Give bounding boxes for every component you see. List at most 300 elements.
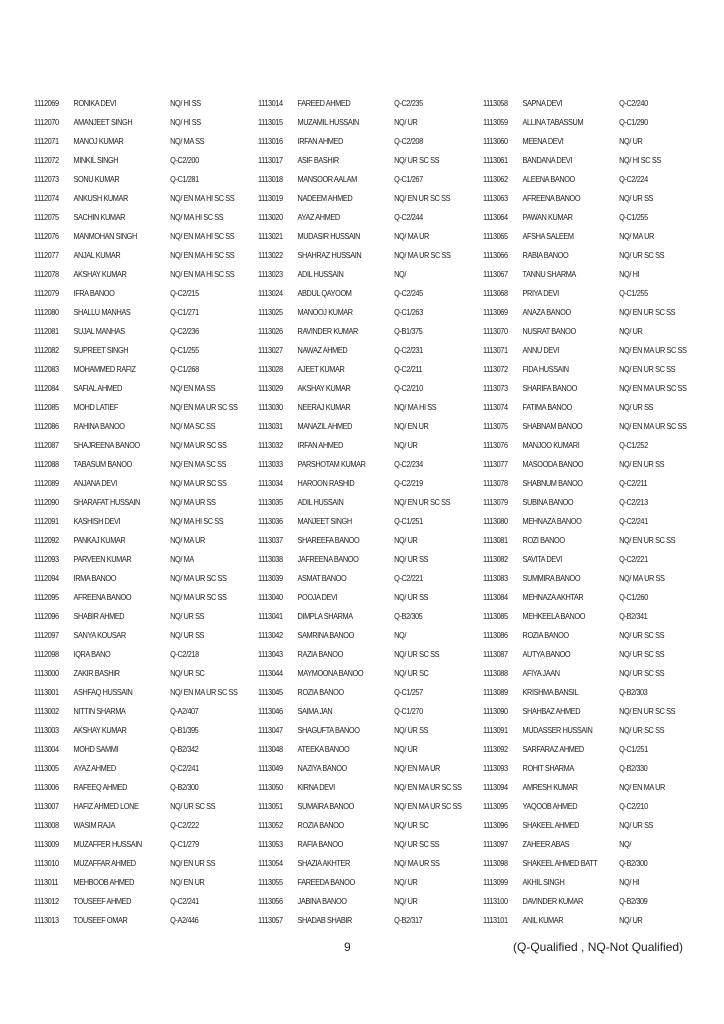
candidate-name: MEENA DEVI: [522, 137, 564, 146]
result-status: NQ/ EN UR SC SS: [394, 498, 451, 507]
roll-number: 1113039: [258, 574, 283, 583]
roll-number: 1113005: [34, 764, 59, 773]
result-status: NQ/ HI: [619, 270, 640, 279]
candidate-name: ANJAL KUMAR: [73, 251, 121, 260]
candidate-name: MANOJ KUMAR: [73, 137, 124, 146]
candidate-name: SAIMA JAN: [297, 707, 333, 716]
candidate-name: SAMRINA BANOO: [297, 631, 354, 640]
roll-number: 1113023: [258, 270, 283, 279]
candidate-name: MOHD LATIEF: [73, 403, 118, 412]
candidate-name: AKHIL SINGH: [522, 878, 565, 887]
roll-number: 1112084: [34, 384, 59, 393]
roll-number: 1113033: [258, 460, 283, 469]
result-status: Q-B2/300: [170, 783, 199, 792]
roll-number: 1113032: [258, 441, 283, 450]
result-status: NQ/ MA UR SC SS: [170, 574, 227, 583]
result-status: NQ/ UR SS: [619, 821, 654, 830]
candidate-name: ROZIA BANOO: [522, 631, 569, 640]
result-status: NQ/ MA HI SS: [394, 403, 437, 412]
roll-number: 1113002: [34, 707, 59, 716]
result-status: NQ/ EN MA HI SC SS: [170, 194, 235, 203]
roll-number: 1113101: [483, 916, 508, 925]
result-status: NQ/: [394, 631, 407, 640]
result-status: NQ/ EN MA UR SC SS: [619, 384, 687, 393]
roll-number: 1113062: [483, 175, 508, 184]
result-status: Q-C2/200: [170, 156, 199, 165]
candidate-name: AYAZ AHMED: [73, 764, 116, 773]
result-status: NQ/ UR: [394, 536, 418, 545]
result-status: NQ/ HI SS: [170, 99, 201, 108]
roll-number: 1113042: [258, 631, 283, 640]
roll-number: 1113063: [483, 194, 508, 203]
roll-number: 1113049: [258, 764, 283, 773]
roll-number: 1113096: [483, 821, 508, 830]
roll-number: 1113035: [258, 498, 283, 507]
result-status: Q-C1/255: [619, 289, 648, 298]
candidate-name: SUPREET SINGH: [73, 346, 129, 355]
result-status: NQ/ UR SS: [394, 726, 429, 735]
roll-number: 1113070: [483, 327, 508, 336]
candidate-name: MUDASSER HUSSAIN: [522, 726, 593, 735]
candidate-name: MANJEET SINGH: [297, 517, 352, 526]
candidate-name: HAROON RASHID: [297, 479, 355, 488]
candidate-name: PRIYA DEVI: [522, 289, 559, 298]
result-status: Q-C2/210: [394, 384, 423, 393]
candidate-name: RAFEEQ AHMED: [73, 783, 128, 792]
result-status: Q-C2/218: [170, 650, 199, 659]
candidate-name: IFRA BANOO: [73, 289, 115, 298]
roll-number: 1113009: [34, 840, 59, 849]
result-status: NQ/: [394, 270, 407, 279]
result-status: Q-C2/211: [619, 479, 648, 488]
candidate-name: AJEET KUMAR: [297, 365, 345, 374]
candidate-name: SHAHRAZ HUSSAIN: [297, 251, 362, 260]
candidate-name: MUZAFFAR AHMED: [73, 859, 136, 868]
result-status: NQ/ UR SS: [619, 194, 654, 203]
candidate-name: SAFIAL AHMED: [73, 384, 122, 393]
candidate-name: MANOOJ KUMAR: [297, 308, 353, 317]
roll-number: 1113084: [483, 593, 508, 602]
result-status: Q-B2/303: [619, 688, 648, 697]
roll-number: 1113047: [258, 726, 283, 735]
result-status: NQ/ UR: [394, 745, 418, 754]
candidate-name: NAZIYA BANOO: [297, 764, 347, 773]
candidate-name: MEHBOOB AHMED: [73, 878, 135, 887]
result-status: Q-B2/341: [619, 612, 648, 621]
result-status: NQ/ MA UR: [619, 232, 654, 241]
candidate-name: ROHIT SHARMA: [522, 764, 574, 773]
result-status: Q-B2/317: [394, 916, 423, 925]
roll-number: 1112077: [34, 251, 59, 260]
candidate-name: MOHAMMED RAFIZ: [73, 365, 136, 374]
roll-number: 1113012: [34, 897, 59, 906]
candidate-name: SHAJREENA BANOO: [73, 441, 140, 450]
candidate-name: MUZAFFER HUSSAIN: [73, 840, 142, 849]
candidate-name: KRISHMA BANSIL: [522, 688, 579, 697]
candidate-name: ANJANA DEVI: [73, 479, 117, 488]
roll-number: 1113027: [258, 346, 283, 355]
roll-number: 1112085: [34, 403, 59, 412]
result-status: Q-C2/241: [170, 897, 199, 906]
page-number: 9: [344, 940, 351, 954]
result-status: Q-C1/290: [619, 118, 648, 127]
candidate-name: PAWAN KUMAR: [522, 213, 573, 222]
result-status: Q-C1/251: [394, 517, 423, 526]
roll-number: 1113083: [483, 574, 508, 583]
result-status: NQ/ UR SS: [170, 631, 205, 640]
roll-number: 1113089: [483, 688, 508, 697]
result-status: NQ/: [619, 840, 632, 849]
roll-number: 1113068: [483, 289, 508, 298]
roll-number: 1113066: [483, 251, 508, 260]
candidate-name: HAFIZ AHMED LONE: [73, 802, 139, 811]
result-status: Q-C2/210: [619, 802, 648, 811]
roll-number: 1113036: [258, 517, 283, 526]
result-status: Q-C2/234: [394, 460, 423, 469]
result-status: NQ/ MA HI SC SS: [170, 517, 224, 526]
candidate-name: IQRA BANO: [73, 650, 111, 659]
result-status: NQ/ HI SC SS: [619, 156, 661, 165]
candidate-name: SHABNUM BANOO: [522, 479, 583, 488]
result-status: NQ/ EN UR SS: [619, 460, 665, 469]
candidate-name: AMANJEET SINGH: [73, 118, 133, 127]
roll-number: 1113000: [34, 669, 59, 678]
result-status: NQ/ MA UR SS: [170, 498, 216, 507]
candidate-name: TOUSEEF AHMED: [73, 897, 132, 906]
result-status: NQ/ EN MA UR SC SS: [170, 403, 238, 412]
candidate-name: ROZIA BANOO: [297, 688, 344, 697]
candidate-name: JAFREENA BANOO: [297, 555, 359, 564]
roll-number: 1113013: [34, 916, 59, 925]
result-status: NQ/ MA: [170, 555, 194, 564]
result-status: Q-A2/446: [170, 916, 199, 925]
candidate-name: SHARAFAT HUSSAIN: [73, 498, 140, 507]
candidate-name: SHARIFA BANOO: [522, 384, 577, 393]
result-status: NQ/ MA UR SS: [619, 574, 665, 583]
roll-number: 1113099: [483, 878, 508, 887]
roll-number: 1113029: [258, 384, 283, 393]
candidate-name: DAVINDER KUMAR: [522, 897, 583, 906]
candidate-name: ROZIA BANOO: [297, 821, 344, 830]
roll-number: 1113003: [34, 726, 59, 735]
roll-number: 1113058: [483, 99, 508, 108]
candidate-name: NEERAJ KUMAR: [297, 403, 351, 412]
result-status: Q-C1/281: [170, 175, 199, 184]
candidate-name: ANNU DEVI: [522, 346, 559, 355]
result-status: Q-C2/213: [619, 498, 648, 507]
candidate-name: ATEEKA BANOO: [297, 745, 350, 754]
candidate-name: ALEENA BANOO: [522, 175, 575, 184]
candidate-name: MOHD SAMMI: [73, 745, 119, 754]
result-status: NQ/ UR SC SS: [619, 650, 665, 659]
roll-number: 1112087: [34, 441, 59, 450]
result-status: NQ/ UR SC: [394, 821, 429, 830]
result-status: NQ/ MA UR SC SS: [170, 479, 227, 488]
roll-number: 1113011: [34, 878, 59, 887]
candidate-name: KASHISH DEVI: [73, 517, 121, 526]
result-status: NQ/ UR: [394, 441, 418, 450]
result-status: Q-C2/211: [394, 365, 423, 374]
roll-number: 1113043: [258, 650, 283, 659]
roll-number: 1113072: [483, 365, 508, 374]
roll-number: 1113054: [258, 859, 283, 868]
roll-number: 1113037: [258, 536, 283, 545]
candidate-name: ADIL HUSSAIN: [297, 270, 344, 279]
candidate-name: ASMAT BANOO: [297, 574, 347, 583]
candidate-name: FATIMA BANOO: [522, 403, 572, 412]
roll-number: 1113051: [258, 802, 283, 811]
roll-number: 1113088: [483, 669, 508, 678]
result-status: NQ/ MA UR: [170, 536, 205, 545]
roll-number: 1113045: [258, 688, 283, 697]
candidate-name: ABDUL QAYOOM: [297, 289, 352, 298]
roll-number: 1112095: [34, 593, 59, 602]
result-status: Q-C1/255: [170, 346, 199, 355]
result-status: NQ/ EN UR SC SS: [619, 707, 676, 716]
candidate-name: AUTYA BANOO: [522, 650, 571, 659]
result-status: Q-A2/407: [170, 707, 199, 716]
candidate-name: IRFAN AHMED: [297, 441, 343, 450]
result-status: NQ/ EN UR SC SS: [619, 536, 676, 545]
result-status: Q-C1/257: [394, 688, 423, 697]
candidate-name: RAHINA BANOO: [73, 422, 125, 431]
roll-number: 1113075: [483, 422, 508, 431]
candidate-name: BANDANA DEVI: [522, 156, 572, 165]
roll-number: 1113087: [483, 650, 508, 659]
result-status: Q-C2/224: [619, 175, 648, 184]
candidate-name: DIMPLA SHARMA: [297, 612, 353, 621]
candidate-name: MANAZIL AHMED: [297, 422, 353, 431]
candidate-name: FAREED AHMED: [297, 99, 351, 108]
roll-number: 1112092: [34, 536, 59, 545]
candidate-name: FIDA HUSSAIN: [522, 365, 569, 374]
result-status: NQ/ UR SC SS: [619, 726, 665, 735]
roll-number: 1113091: [483, 726, 508, 735]
candidate-name: AFREENA BANOO: [522, 194, 581, 203]
result-status: Q-C2/221: [394, 574, 423, 583]
roll-number: 1113069: [483, 308, 508, 317]
candidate-name: TOUSEEF OMAR: [73, 916, 128, 925]
candidate-name: ANKUSH KUMAR: [73, 194, 128, 203]
roll-number: 1112097: [34, 631, 59, 640]
result-status: NQ/ HI SS: [170, 118, 201, 127]
roll-number: 1112075: [34, 213, 59, 222]
result-status: NQ/ EN MA UR SC SS: [619, 346, 687, 355]
candidate-name: SONU KUMAR: [73, 175, 120, 184]
roll-number: 1113093: [483, 764, 508, 773]
candidate-name: MAYMOONA BANOO: [297, 669, 364, 678]
candidate-name: ALLINA TABASSUM: [522, 118, 584, 127]
candidate-name: SHAKEEL AHMED: [522, 821, 580, 830]
result-status: NQ/ EN UR SC SS: [394, 194, 451, 203]
result-status: Q-C1/268: [170, 365, 199, 374]
candidate-name: SAVITA DEVI: [522, 555, 562, 564]
roll-number: 1113046: [258, 707, 283, 716]
candidate-name: ANIL KUMAR: [522, 916, 564, 925]
result-status: NQ/ EN MA HI SC SS: [170, 251, 235, 260]
roll-number: 1113092: [483, 745, 508, 754]
roll-number: 1113010: [34, 859, 59, 868]
result-status: NQ/ UR: [394, 118, 418, 127]
result-status: Q-C1/251: [619, 745, 648, 754]
candidate-name: ZAHEER ABAS: [522, 840, 570, 849]
roll-number: 1113098: [483, 859, 508, 868]
result-status: NQ/ EN MA HI SC SS: [170, 270, 235, 279]
roll-number: 1113056: [258, 897, 283, 906]
roll-number: 1113021: [258, 232, 283, 241]
roll-number: 1113001: [34, 688, 59, 697]
result-status: Q-B2/330: [619, 764, 648, 773]
roll-number: 1113071: [483, 346, 508, 355]
roll-number: 1113080: [483, 517, 508, 526]
result-status: NQ/ UR: [619, 137, 643, 146]
result-status: NQ/ UR SS: [394, 593, 429, 602]
candidate-name: AMRESH KUMAR: [522, 783, 578, 792]
candidate-name: KIRNA DEVI: [297, 783, 335, 792]
roll-number: 1113086: [483, 631, 508, 640]
roll-number: 1113022: [258, 251, 283, 260]
roll-number: 1112078: [34, 270, 59, 279]
qualification-legend: (Q-Qualified , NQ-Not Qualified): [513, 940, 684, 954]
result-status: NQ/ EN UR: [394, 422, 429, 431]
result-status: Q-C2/221: [619, 555, 648, 564]
candidate-name: PARSHOTAM KUMAR: [297, 460, 366, 469]
candidate-name: MUZAMIL HUSSAIN: [297, 118, 359, 127]
result-status: Q-B1/375: [394, 327, 423, 336]
roll-number: 1113007: [34, 802, 59, 811]
result-status: Q-C2/222: [170, 821, 199, 830]
result-status: NQ/ EN MA SC SS: [170, 460, 227, 469]
roll-number: 1113078: [483, 479, 508, 488]
candidate-name: MUDASIR HUSSAIN: [297, 232, 361, 241]
roll-number: 1113006: [34, 783, 59, 792]
candidate-name: SAPNA DEVI: [522, 99, 563, 108]
result-status: NQ/ MA HI SC SS: [170, 213, 224, 222]
result-status: NQ/ EN MA UR SC SS: [619, 422, 687, 431]
candidate-name: TANNU SHARMA: [522, 270, 576, 279]
result-status: NQ/ UR SC SS: [619, 251, 665, 260]
result-status: Q-B1/395: [170, 726, 199, 735]
roll-number: 1113034: [258, 479, 283, 488]
roll-number: 1113095: [483, 802, 508, 811]
candidate-name: NUSRAT BANOO: [522, 327, 576, 336]
result-status: NQ/ UR SS: [619, 403, 654, 412]
roll-number: 1112089: [34, 479, 59, 488]
result-status: Q-C2/241: [170, 764, 199, 773]
result-status: Q-C2/244: [394, 213, 423, 222]
roll-number: 1113024: [258, 289, 283, 298]
roll-number: 1112082: [34, 346, 59, 355]
candidate-name: AKSHAY KUMAR: [73, 726, 127, 735]
candidate-name: IRFAN AHMED: [297, 137, 343, 146]
candidate-name: SACHIN KUMAR: [73, 213, 126, 222]
candidate-name: ASIF BASHIR: [297, 156, 339, 165]
roll-number: 1113025: [258, 308, 283, 317]
roll-number: 1112083: [34, 365, 59, 374]
result-status: NQ/ UR: [619, 327, 643, 336]
result-status: Q-C2/236: [170, 327, 199, 336]
roll-number: 1112080: [34, 308, 59, 317]
roll-number: 1113041: [258, 612, 283, 621]
candidate-name: RABIA BANOO: [522, 251, 569, 260]
candidate-name: ZAKIR BASHIR: [73, 669, 120, 678]
candidate-name: TABASUM BANOO: [73, 460, 132, 469]
candidate-name: NADEEM AHMED: [297, 194, 353, 203]
result-status: NQ/ MA UR: [394, 232, 429, 241]
roll-number: 1113082: [483, 555, 508, 564]
result-status: NQ/ UR: [619, 916, 643, 925]
roll-number: 1112073: [34, 175, 59, 184]
roll-number: 1112086: [34, 422, 59, 431]
candidate-name: SHABIR AHMED: [73, 612, 125, 621]
result-status: Q-C2/245: [394, 289, 423, 298]
result-status: Q-C1/260: [619, 593, 648, 602]
candidate-name: MANSOOR AALAM: [297, 175, 357, 184]
result-status: NQ/ UR: [394, 897, 418, 906]
result-status: Q-B2/300: [619, 859, 648, 868]
result-status: Q-C1/252: [619, 441, 648, 450]
roll-number: 1113028: [258, 365, 283, 374]
result-status: NQ/ MA SS: [170, 137, 205, 146]
roll-number: 1113050: [258, 783, 283, 792]
candidate-name: YAQOOB AHMED: [522, 802, 578, 811]
candidate-name: SHAHBAZ AHMED: [522, 707, 581, 716]
result-status: NQ/ EN MA UR SC SS: [394, 783, 462, 792]
candidate-name: SUBINA BANOO: [522, 498, 574, 507]
candidate-name: SHAZIA AKHTER: [297, 859, 350, 868]
roll-number: 1113067: [483, 270, 508, 279]
result-status: Q-C1/267: [394, 175, 423, 184]
candidate-name: MEHNAZA BANOO: [522, 517, 582, 526]
roll-number: 1113020: [258, 213, 283, 222]
result-status: NQ/ UR: [394, 878, 418, 887]
roll-number: 1112090: [34, 498, 59, 507]
roll-number: 1113061: [483, 156, 508, 165]
roll-number: 1113073: [483, 384, 508, 393]
roll-number: 1113038: [258, 555, 283, 564]
roll-number: 1113077: [483, 460, 508, 469]
candidate-name: RAZIA BANOO: [297, 650, 343, 659]
candidate-name: AFREENA BANOO: [73, 593, 132, 602]
result-status: Q-C1/270: [394, 707, 423, 716]
result-status: NQ/ UR SC SS: [394, 156, 440, 165]
candidate-name: SHALLU MANHAS: [73, 308, 131, 317]
roll-number: 1113059: [483, 118, 508, 127]
result-status: NQ/ UR SC SS: [170, 802, 216, 811]
roll-number: 1112069: [34, 99, 59, 108]
candidate-name: WASIM RAJA: [73, 821, 115, 830]
candidate-name: MEHNAZA AKHTAR: [522, 593, 584, 602]
candidate-name: MANMOHAN SINGH: [73, 232, 137, 241]
roll-number: 1113052: [258, 821, 283, 830]
result-status: Q-B2/305: [394, 612, 423, 621]
result-status: Q-B2/342: [170, 745, 199, 754]
roll-number: 1113048: [258, 745, 283, 754]
roll-number: 1113044: [258, 669, 283, 678]
roll-number: 1113008: [34, 821, 59, 830]
roll-number: 1113094: [483, 783, 508, 792]
result-status: NQ/ MA SC SS: [170, 422, 216, 431]
candidate-name: PANKAJ KUMAR: [73, 536, 126, 545]
result-status: NQ/ MA UR SC SS: [170, 441, 227, 450]
roll-number: 1113060: [483, 137, 508, 146]
candidate-name: AKSHAY KUMAR: [297, 384, 351, 393]
roll-number: 1113057: [258, 916, 283, 925]
candidate-name: AFSHA SALEEM: [522, 232, 574, 241]
result-status: Q-C2/231: [394, 346, 423, 355]
roll-number: 1112091: [34, 517, 59, 526]
result-status: Q-B2/309: [619, 897, 648, 906]
